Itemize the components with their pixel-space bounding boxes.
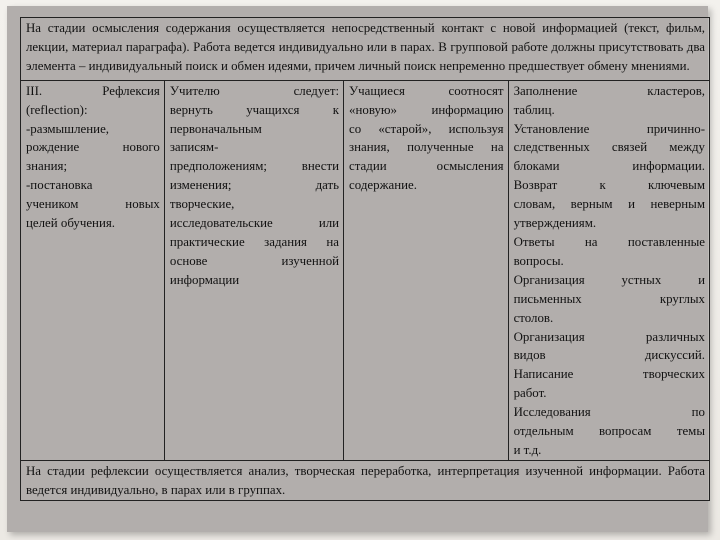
text-line: (reflection): — [26, 102, 88, 117]
teacher-lines — [170, 82, 339, 290]
reflection-row — [21, 80, 710, 460]
text-line: содержание. — [349, 178, 417, 193]
text-line: практические задания на — [169, 234, 340, 249]
text-line: изменения; дать — [169, 178, 340, 193]
text-line: «новую» информацию — [349, 102, 504, 117]
text-line: словам, верным и неверным — [513, 197, 705, 212]
text-line: творческие, — [169, 197, 235, 212]
text-line: работ. — [513, 386, 547, 401]
text-line: Исследования по — [513, 405, 705, 420]
text-line: блоками информации. — [513, 159, 705, 174]
stage-cell — [21, 80, 165, 460]
text-line: Учащиеся соотносят — [349, 83, 504, 98]
text-line: и т.д. — [513, 442, 542, 457]
text-line: целей обучения. — [26, 216, 116, 231]
text-line: Организация различных — [513, 329, 705, 344]
methods-lines — [514, 82, 705, 460]
student-actions-cell — [344, 80, 509, 460]
intro-row — [21, 18, 710, 81]
text-line: знания; — [26, 159, 68, 174]
text-line: исследовательские или — [169, 216, 340, 231]
text-line: вернуть учащихся к — [169, 102, 340, 117]
text-line: первоначальным — [169, 121, 262, 136]
text-line: отдельным вопросам темы — [513, 424, 705, 439]
text-line: стадии осмысления — [349, 159, 504, 174]
text-line: знания, полученные на — [349, 140, 504, 155]
text-line: столов. — [513, 310, 554, 325]
footer-text: На стадии рефлексии осуществляется анализ, творческая переработка, интерпретация изученной информации. Работа ведется индивидуально, в парах или в группах. — [21, 460, 710, 500]
text-line: следственных связей между — [513, 140, 705, 155]
teacher-actions-cell — [164, 80, 343, 460]
text-line: Организация устных и — [513, 272, 705, 287]
text-line: вопросы. — [513, 253, 564, 268]
text-line: -постановка — [26, 178, 93, 193]
text-line: утверждениям. — [513, 216, 597, 231]
methods-cell — [508, 80, 709, 460]
text-line: основе изученной — [169, 253, 340, 268]
text-line: информации — [169, 272, 240, 287]
footer-row — [21, 460, 710, 500]
stage-table — [20, 17, 710, 501]
text-line: записям- — [169, 140, 219, 155]
text-line: Ответы на поставленные — [513, 234, 705, 249]
text-line: Учителю следует: — [169, 83, 340, 98]
stage-lines — [26, 82, 160, 233]
student-lines — [349, 82, 504, 195]
text-line: видов дискуссий. — [513, 348, 705, 363]
text-line: рождение нового — [26, 140, 160, 155]
text-line: Возврат к ключевым — [513, 178, 705, 193]
text-line: Установление причинно- — [513, 121, 705, 136]
text-line: со «старой», используя — [349, 121, 504, 136]
text-line: III. Рефлексия — [26, 83, 160, 98]
text-line: -размышление, — [26, 121, 110, 136]
text-line: Написание творческих — [513, 367, 705, 382]
text-line: учеником новых — [26, 197, 160, 212]
text-line: письменных круглых — [513, 291, 705, 306]
text-line: таблиц. — [513, 102, 555, 117]
text-line: предположениям; внести — [169, 159, 340, 174]
intro-text: На стадии осмысления содержания осуществляется непосредственный контакт с новой информацией (текст, фильм, лекции, материал параграфа). Работа ведется индивидуально или в парах. В групповой работе должны присутствовать два элемента – индивидуальный поиск и обмен идеями, причем личный поиск непременно предшествует обмену мнениями. — [21, 18, 710, 81]
text-line: Заполнение кластеров, — [513, 83, 705, 98]
